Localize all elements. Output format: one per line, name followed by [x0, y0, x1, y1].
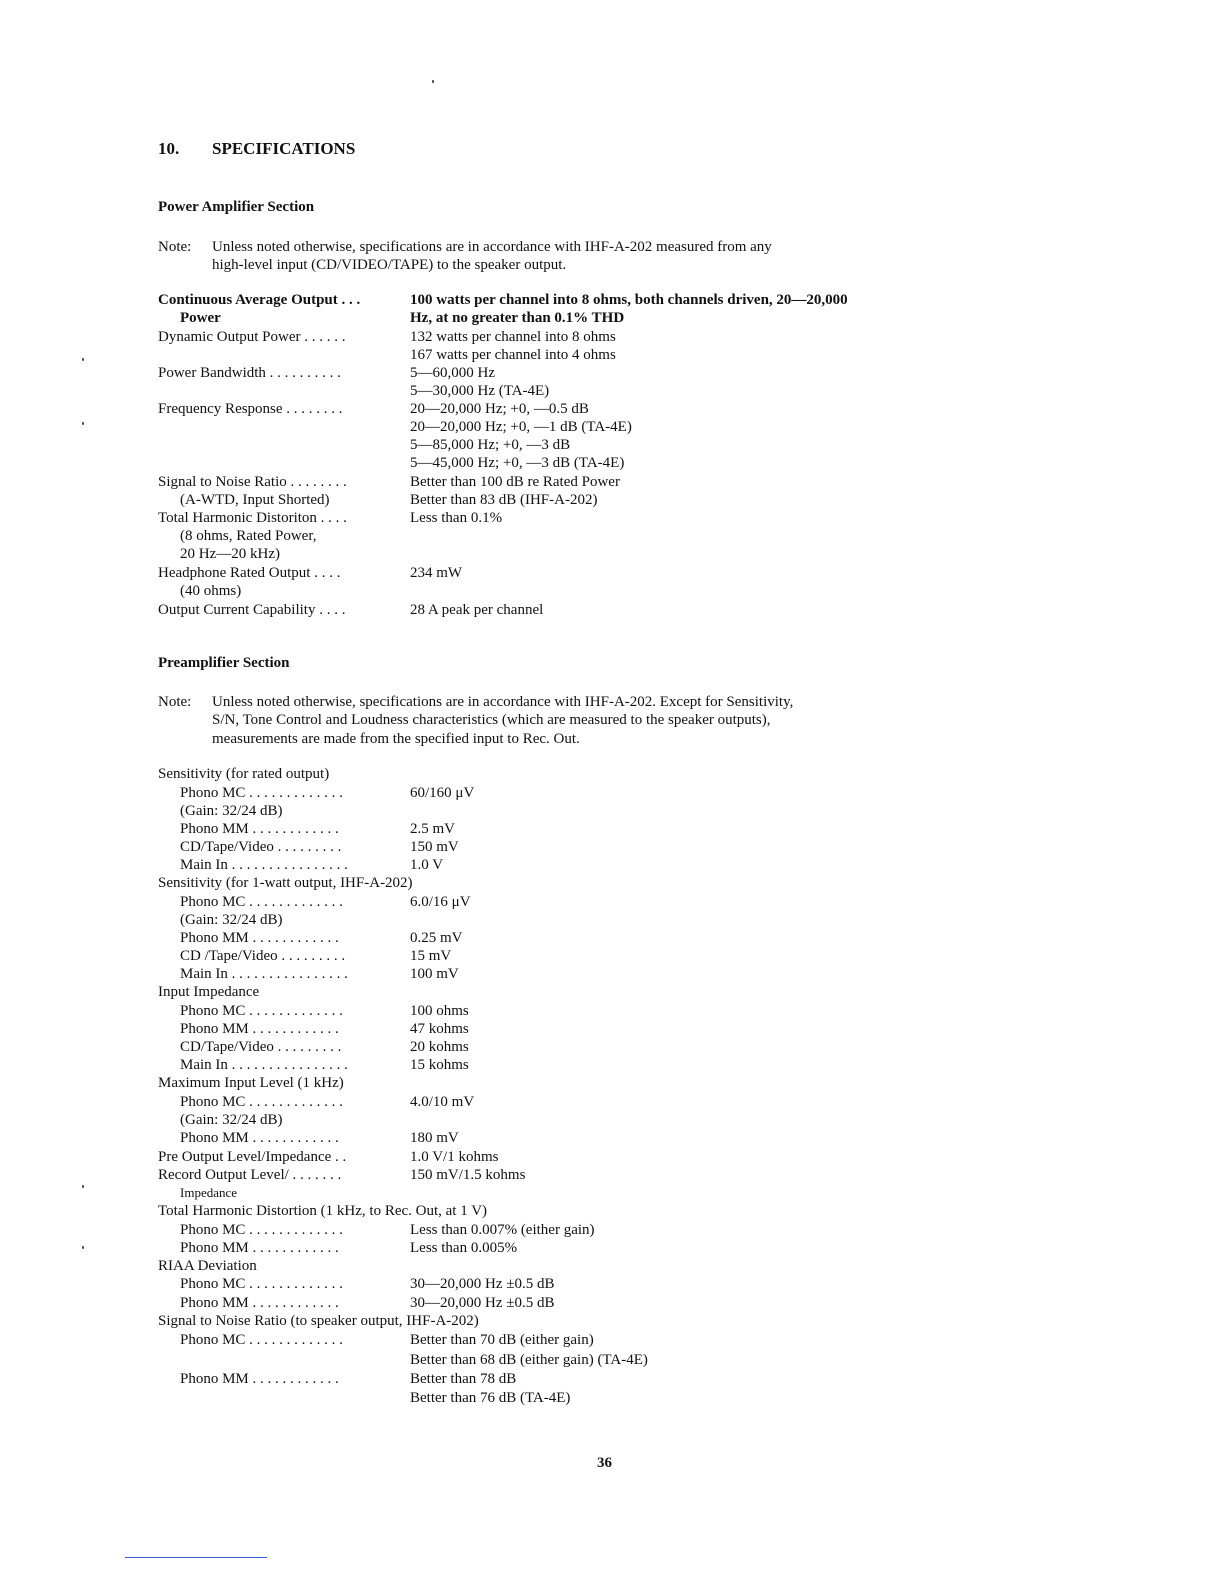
- spec-label: Phono MM . . . . . . . . . . . .: [180, 1371, 339, 1387]
- spec-label: Continuous Average Output . . .: [158, 292, 361, 308]
- scan-speck: [432, 80, 434, 83]
- spec-label: Phono MM . . . . . . . . . . . .: [180, 930, 339, 946]
- spec-label: (Gain: 32/24 dB): [180, 803, 283, 819]
- spec-value: 30—20,000 Hz ±0.5 dB: [410, 1276, 555, 1292]
- spec-value: 167 watts per channel into 4 ohms: [410, 347, 616, 363]
- spec-label: Main In . . . . . . . . . . . . . . . .: [180, 857, 348, 873]
- power-amp-note-line2: high-level input (CD/VIDEO/TAPE) to the speaker output.: [212, 257, 567, 273]
- spec-label: Phono MC . . . . . . . . . . . . .: [180, 1276, 343, 1292]
- spec-label: Phono MC . . . . . . . . . . . . .: [180, 894, 343, 910]
- spec-value: 15 kohms: [410, 1057, 469, 1073]
- spec-value: 5—30,000 Hz (TA-4E): [410, 383, 550, 399]
- spec-value: 1.0 V: [410, 857, 444, 873]
- spec-value: 4.0/10 mV: [410, 1094, 475, 1110]
- spec-value: 100 mV: [410, 966, 459, 982]
- spec-value: 132 watts per channel into 8 ohms: [410, 329, 616, 345]
- spec-label: (A-WTD, Input Shorted): [180, 492, 330, 508]
- spec-value: 1.0 V/1 kohms: [410, 1149, 499, 1165]
- spec-label: Output Current Capability . . . .: [158, 602, 346, 618]
- preamp-note-line1: Unless noted otherwise, specifications are in accordance with IHF-A-202. Except for Sensitivity,: [212, 694, 794, 710]
- spec-label: Phono MM . . . . . . . . . . . .: [180, 1240, 339, 1256]
- spec-value: 0.25 mV: [410, 930, 463, 946]
- section-number: 10.: [158, 139, 180, 158]
- spec-value: Better than 100 dB re Rated Power: [410, 474, 620, 490]
- spec-label: Power: [180, 310, 221, 326]
- spec-label: (Gain: 32/24 dB): [180, 912, 283, 928]
- spec-label: Main In . . . . . . . . . . . . . . . .: [180, 1057, 348, 1073]
- spec-value: 5—60,000 Hz: [410, 365, 495, 381]
- spec-value: 30—20,000 Hz ±0.5 dB: [410, 1295, 555, 1311]
- spec-value: 60/160 μV: [410, 785, 475, 801]
- spec-label: Impedance: [180, 1185, 238, 1200]
- spec-label: Frequency Response . . . . . . . .: [158, 401, 343, 417]
- spec-label: (Gain: 32/24 dB): [180, 1112, 283, 1128]
- power-amp-note-line1: Unless noted otherwise, specifications are in accordance with IHF-A-202 measured from any: [212, 239, 772, 255]
- spec-label: CD /Tape/Video . . . . . . . . .: [180, 948, 346, 964]
- scan-speck: [82, 1246, 84, 1249]
- spec-label: Signal to Noise Ratio (to speaker output, IHF-A-202): [158, 1313, 479, 1329]
- spec-value: 234 mW: [410, 565, 463, 581]
- spec-label: Phono MC . . . . . . . . . . . . .: [180, 1003, 343, 1019]
- spec-value: Hz, at no greater than 0.1% THD: [410, 310, 625, 326]
- spec-label: Phono MM . . . . . . . . . . . .: [180, 1295, 339, 1311]
- spec-value: Better than 76 dB (TA-4E): [410, 1390, 571, 1406]
- spec-value: 150 mV: [410, 839, 459, 855]
- spec-label: Phono MC . . . . . . . . . . . . .: [180, 1332, 343, 1348]
- preamp-heading: Preamplifier Section: [158, 655, 290, 671]
- spec-value: Better than 68 dB (either gain) (TA-4E): [410, 1352, 648, 1368]
- spec-label: Input Impedance: [158, 984, 260, 1000]
- spec-value: 20—20,000 Hz; +0, —1 dB (TA-4E): [410, 419, 632, 435]
- spec-value: 150 mV/1.5 kohms: [410, 1167, 526, 1183]
- spec-label: Phono MM . . . . . . . . . . . .: [180, 1021, 339, 1037]
- spec-value: 180 mV: [410, 1130, 459, 1146]
- spec-label: Total Harmonic Distoriton . . . .: [158, 510, 347, 526]
- spec-label: Dynamic Output Power . . . . . .: [158, 329, 346, 345]
- spec-value: 20 kohms: [410, 1039, 469, 1055]
- footer-rule: [125, 1557, 267, 1558]
- spec-label: (8 ohms, Rated Power,: [180, 528, 317, 544]
- spec-label: Headphone Rated Output . . . .: [158, 565, 341, 581]
- spec-label: CD/Tape/Video . . . . . . . . .: [180, 1039, 342, 1055]
- spec-value: Less than 0.007% (either gain): [410, 1222, 595, 1238]
- spec-label: Phono MM . . . . . . . . . . . .: [180, 821, 339, 837]
- spec-label: Phono MC . . . . . . . . . . . . .: [180, 1222, 343, 1238]
- spec-value: 100 ohms: [410, 1003, 469, 1019]
- spec-label: Sensitivity (for 1-watt output, IHF-A-202): [158, 875, 413, 891]
- spec-value: 28 A peak per channel: [410, 602, 544, 618]
- power-amp-note-label: Note:: [158, 239, 192, 255]
- scan-speck: [82, 358, 84, 361]
- preamp-note-line2: S/N, Tone Control and Loudness characteristics (which are measured to the speaker outputs),: [212, 712, 771, 728]
- spec-label: Total Harmonic Distortion (1 kHz, to Rec. Out, at 1 V): [158, 1203, 488, 1219]
- power-amp-heading: Power Amplifier Section: [158, 199, 315, 215]
- spec-label: Phono MM . . . . . . . . . . . .: [180, 1130, 339, 1146]
- spec-value: Less than 0.1%: [410, 510, 503, 526]
- spec-value: 20—20,000 Hz; +0, —0.5 dB: [410, 401, 589, 417]
- page-number: 36: [597, 1455, 612, 1471]
- spec-value: 5—45,000 Hz; +0, —3 dB (TA-4E): [410, 455, 625, 471]
- spec-label: Phono MC . . . . . . . . . . . . .: [180, 785, 343, 801]
- spec-label: (40 ohms): [180, 583, 242, 599]
- spec-value: 100 watts per channel into 8 ohms, both channels driven, 20—20,000: [410, 292, 848, 308]
- spec-value: Less than 0.005%: [410, 1240, 518, 1256]
- preamp-note-label: Note:: [158, 694, 192, 710]
- spec-label: Record Output Level/ . . . . . . .: [158, 1167, 342, 1183]
- scan-speck: [82, 1185, 84, 1188]
- spec-value: 5—85,000 Hz; +0, —3 dB: [410, 437, 571, 453]
- spec-label: CD/Tape/Video . . . . . . . . .: [180, 839, 342, 855]
- preamp-note-line3: measurements are made from the specified input to Rec. Out.: [212, 731, 580, 747]
- spec-label: Main In . . . . . . . . . . . . . . . .: [180, 966, 348, 982]
- spec-label: Maximum Input Level (1 kHz): [158, 1075, 344, 1091]
- spec-value: 6.0/16 μV: [410, 894, 471, 910]
- spec-value: 47 kohms: [410, 1021, 469, 1037]
- spec-value: Better than 70 dB (either gain): [410, 1332, 594, 1348]
- spec-value: Better than 78 dB: [410, 1371, 517, 1387]
- scan-speck: [82, 422, 84, 425]
- spec-value: Better than 83 dB (IHF-A-202): [410, 492, 598, 508]
- section-title: SPECIFICATIONS: [212, 139, 356, 158]
- spec-label: Pre Output Level/Impedance . .: [158, 1149, 347, 1165]
- spec-label: RIAA Deviation: [158, 1258, 257, 1274]
- spec-label: Signal to Noise Ratio . . . . . . . .: [158, 474, 347, 490]
- spec-label: Sensitivity (for rated output): [158, 766, 330, 782]
- spec-label: Phono MC . . . . . . . . . . . . .: [180, 1094, 343, 1110]
- spec-label: Power Bandwidth . . . . . . . . . .: [158, 365, 341, 381]
- spec-label: 20 Hz—20 kHz): [180, 546, 280, 562]
- spec-value: 2.5 mV: [410, 821, 455, 837]
- spec-value: 15 mV: [410, 948, 452, 964]
